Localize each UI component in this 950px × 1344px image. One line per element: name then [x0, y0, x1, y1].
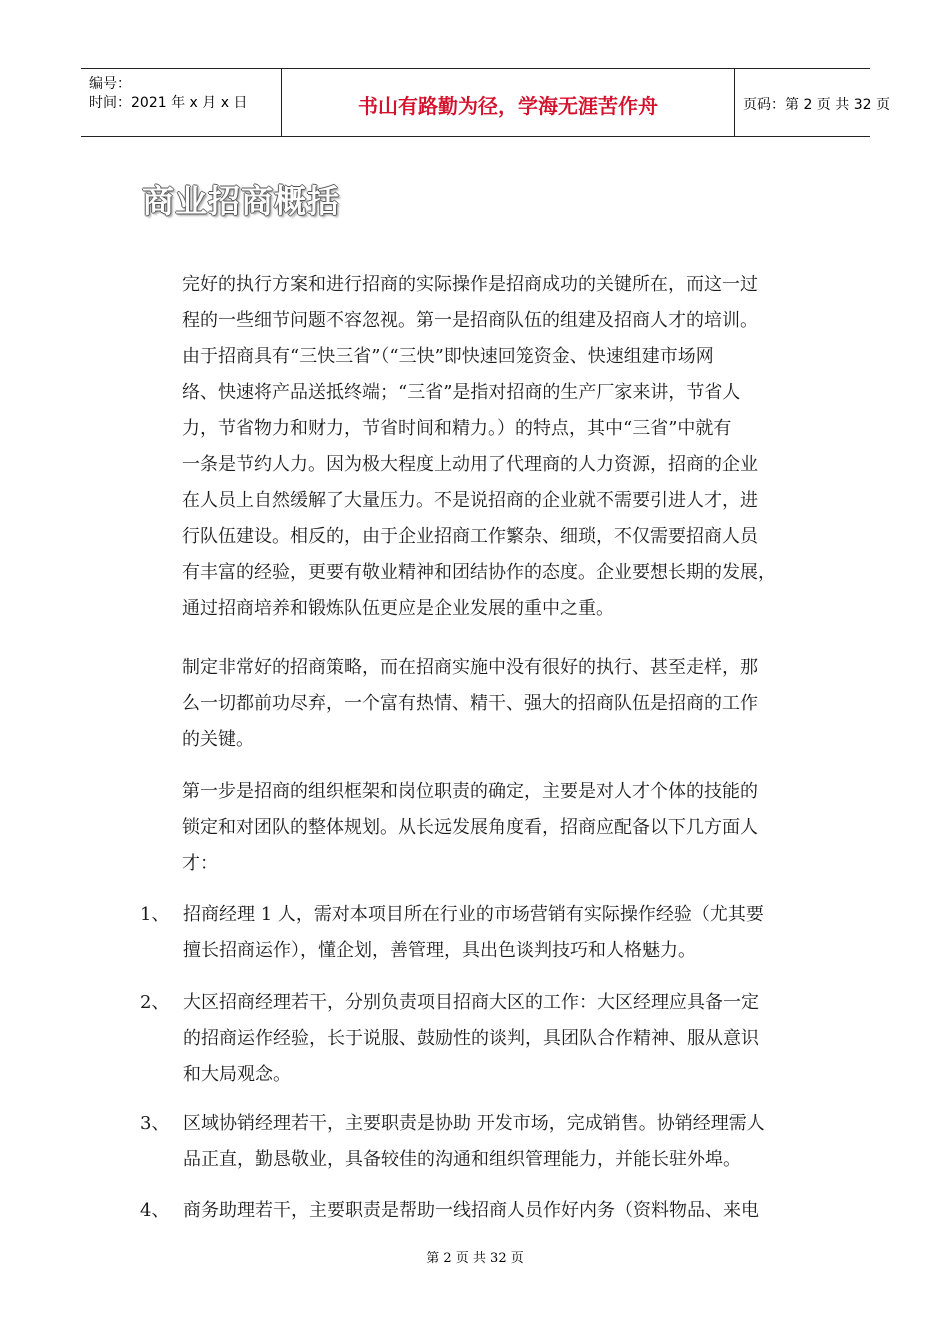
list-line: 招商经理 1 人，需对本项目所在行业的市场营销有实际操作经验（尤其要	[183, 904, 764, 925]
paragraph-line: 有丰富的经验，更要有敬业精神和团结协作的态度。企业要想长期的发展，	[182, 562, 776, 583]
paragraph-line: 的关键。	[182, 729, 254, 750]
page-title: 商业招商概括	[142, 182, 341, 220]
list-number: 3、	[140, 1113, 170, 1134]
motto: 书山有路勤为径，学海无涯苦作舟	[358, 94, 658, 118]
list-line: 区域协销经理若干，主要职责是协助 开发市场，完成销售。协销经理需人	[183, 1113, 765, 1134]
paragraph-line: 完好的执行方案和进行招商的实际操作是招商成功的关键所在，而这一过	[182, 274, 758, 295]
paragraph-line: 一条是节约人力。因为极大程度上动用了代理商的人力资源，招商的企业	[182, 454, 758, 475]
list-line: 和大局观念。	[183, 1064, 291, 1085]
list-text	[183, 897, 764, 969]
paragraph-line: 锁定和对团队的整体规划。从长远发展角度看，招商应配备以下几方面人	[182, 817, 758, 838]
paragraph	[182, 650, 822, 758]
paragraph-line: 络、快速将产品送抵终端；“三省”是指对招商的生产厂家来讲，节省人	[182, 382, 741, 403]
list-text	[183, 1106, 765, 1178]
paragraph-line: 么一切都前功尽弃，一个富有热情、精干、强大的招商队伍是招商的工作	[182, 693, 758, 714]
paragraph-line: 制定非常好的招商策略，而在招商实施中没有很好的执行、甚至走样，那	[182, 657, 758, 678]
list-line: 品正直，勤恳敬业，具备较佳的沟通和组织管理能力，并能长驻外埠。	[183, 1149, 741, 1170]
list-line: 大区招商经理若干，分别负责项目招商大区的工作：大区经理应具备一定	[183, 992, 759, 1013]
paragraph-line: 在人员上自然缓解了大量压力。不是说招商的企业就不需要引进人才，进	[182, 490, 758, 511]
paragraph-line: 通过招商培养和锻炼队伍更应是企业发展的重中之重。	[182, 598, 614, 619]
document-header	[81, 68, 890, 137]
list-text	[183, 985, 759, 1093]
paragraph-line: 程的一些细节问题不容忽视。第一是招商队伍的组建及招商人才的培训。	[182, 310, 758, 331]
date-label: 时间：2021 年 x 月 x 日	[89, 95, 248, 111]
number-label: 编号：	[89, 76, 131, 92]
list-text	[183, 1193, 759, 1229]
page-info: 页码：第 2 页 共 32 页	[743, 97, 890, 113]
page-footer: 第 2 页 共 32 页	[426, 1251, 524, 1266]
header-motto-cell	[281, 69, 735, 136]
paragraph-line: 行队伍建设。相反的，由于企业招商工作繁杂、细琐，不仅需要招商人员	[182, 526, 758, 547]
header-info-cell	[81, 69, 281, 136]
paragraph	[182, 774, 822, 882]
list-line: 擅长招商运作），懂企划，善管理，具出色谈判技巧和人格魅力。	[183, 940, 696, 961]
list-number: 2、	[140, 992, 170, 1013]
paragraph-line: 力，节省物力和财力，节省时间和精力。）的特点，其中“三省”中就有	[182, 418, 732, 439]
list-number: 4、	[140, 1200, 170, 1221]
paragraph-line: 才：	[182, 853, 218, 874]
list-number: 1、	[140, 904, 170, 925]
paragraph	[182, 267, 822, 627]
paragraph-line: 第一步是招商的组织框架和岗位职责的确定，主要是对人才个体的技能的	[182, 781, 758, 802]
list-line: 的招商运作经验，长于说服、鼓励性的谈判，具团队合作精神、服从意识	[183, 1028, 759, 1049]
list-line: 商务助理若干，主要职责是帮助一线招商人员作好内务（资料物品、来电	[183, 1200, 759, 1221]
paragraph-line: 由于招商具有“三快三省”（“三快”即快速回笼资金、快速组建市场网	[182, 346, 714, 367]
header-page-cell	[734, 69, 890, 136]
